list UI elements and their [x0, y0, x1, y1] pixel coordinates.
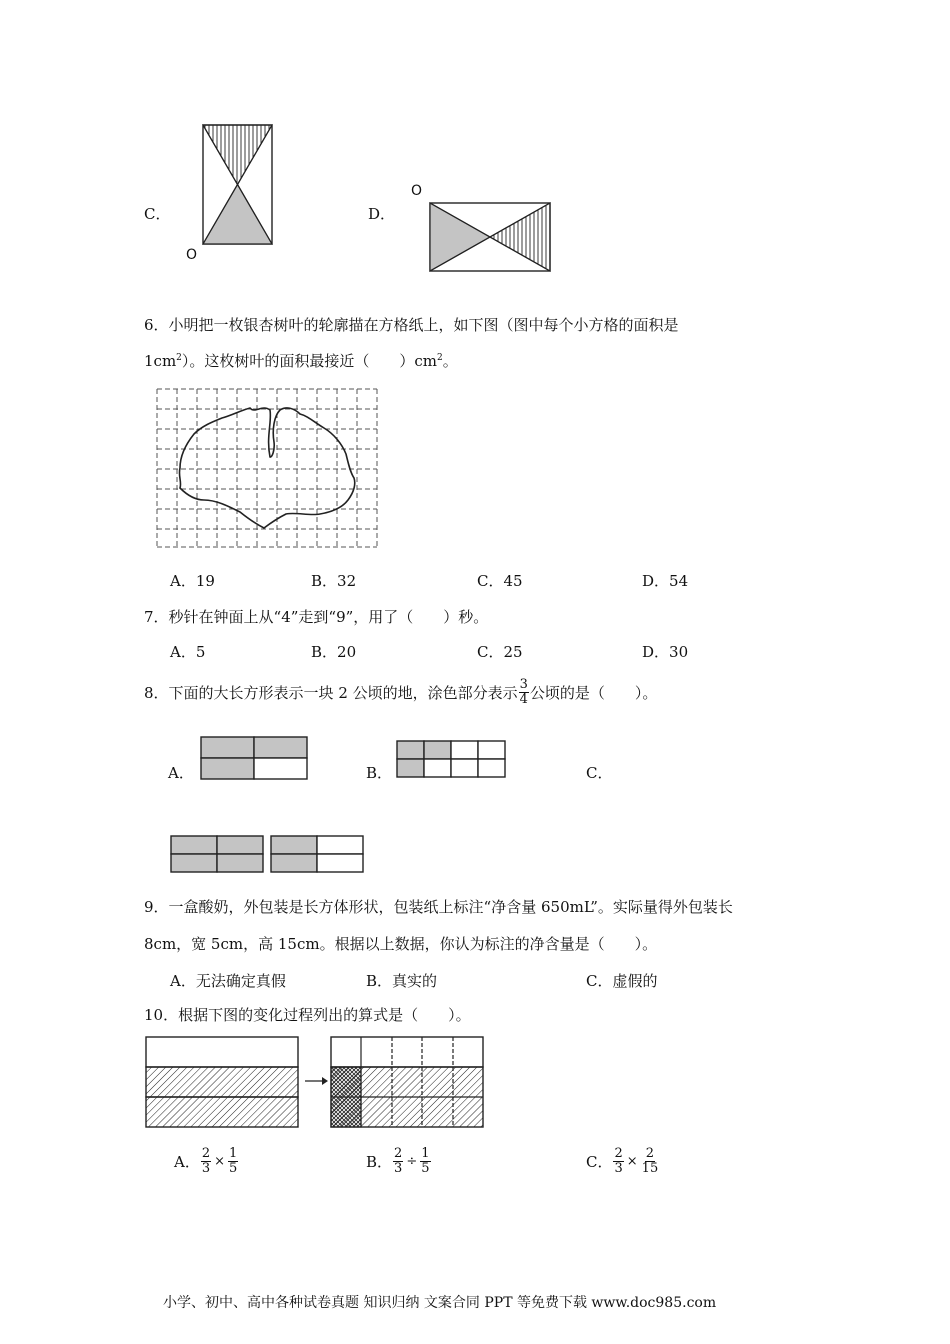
- q6-option-c[interactable]: C．45: [477, 572, 523, 590]
- q6-option-d[interactable]: D．54: [642, 572, 689, 590]
- q6-option-a[interactable]: A．19: [170, 572, 215, 590]
- q10-option-a[interactable]: A． $\frac{2}{3}$ × $\frac{1}{5}$: [174, 1146, 238, 1176]
- q7-text: 7．秒针在钟面上从“4”走到“9”，用了（ ）秒。: [144, 608, 489, 626]
- q9-text-line1: 9．一盒酸奶，外包装是长方体形状，包装纸上标注“净含量 650mL”。实际量得外包装长: [144, 898, 733, 916]
- q9-option-a[interactable]: A．无法确定真假: [170, 972, 286, 990]
- q8-figure-a: [198, 734, 310, 782]
- page-footer: 小学、初中、高中各种试卷真题 知识归纳 文案合同 PPT 等免费下载 www.doc985.com: [163, 1295, 717, 1311]
- q10-figure: [142, 1034, 492, 1134]
- q9-text-line2: 8cm，宽 5cm，高 15cm。根据以上数据，你认为标注的净含量是（ ）。: [144, 935, 658, 953]
- q5-option-d-label[interactable]: D．: [368, 205, 396, 223]
- q8-option-a-label[interactable]: A．: [168, 764, 194, 782]
- q6-option-b[interactable]: B．32: [311, 572, 357, 590]
- q8-fraction: $\frac{3}{4}$: [519, 677, 528, 707]
- q10-text: 10．根据下图的变化过程列出的算式是（ ）。: [144, 1006, 471, 1024]
- q6-text-line2: $1cm^2$）。这枚树叶的面积最接近（ ）$cm^2$。: [144, 352, 458, 370]
- q5-origin-c: O: [186, 247, 198, 263]
- q6-text-line1: 6．小明把一枚银杏树叶的轮廓描在方格纸上，如下图（图中每个小方格的面积是: [144, 316, 679, 334]
- q5-figure-d: [425, 198, 560, 278]
- q8-figure-c: [168, 833, 368, 877]
- q8-option-c-label[interactable]: C．: [586, 764, 613, 782]
- q7-option-b[interactable]: B．20: [311, 643, 357, 661]
- q5-origin-d: O: [411, 183, 423, 199]
- q9-option-b[interactable]: B．真实的: [366, 972, 438, 990]
- q7-option-d[interactable]: D．30: [642, 643, 689, 661]
- q5-option-c-label[interactable]: C．: [144, 205, 171, 223]
- q7-option-c[interactable]: C．25: [477, 643, 523, 661]
- q7-option-a[interactable]: A．5: [170, 643, 206, 661]
- q8-text: 8．下面的大长方形表示一块 2 公顷的地，涂色部分表示 $\frac{3}{4}$ 公顷的是（ ）。: [144, 677, 658, 707]
- q6-ginkgo-leaf-grid: [150, 382, 385, 552]
- q10-option-b[interactable]: B． $\frac{2}{3}$ ÷ $\frac{1}{5}$: [366, 1146, 430, 1176]
- q9-option-c[interactable]: C．虚假的: [586, 972, 658, 990]
- q10-option-c[interactable]: C． $\frac{2}{3}$ × $\frac{2}{15}$: [586, 1146, 659, 1176]
- q8-option-b-label[interactable]: B．: [366, 764, 393, 782]
- q8-figure-b: [394, 738, 510, 780]
